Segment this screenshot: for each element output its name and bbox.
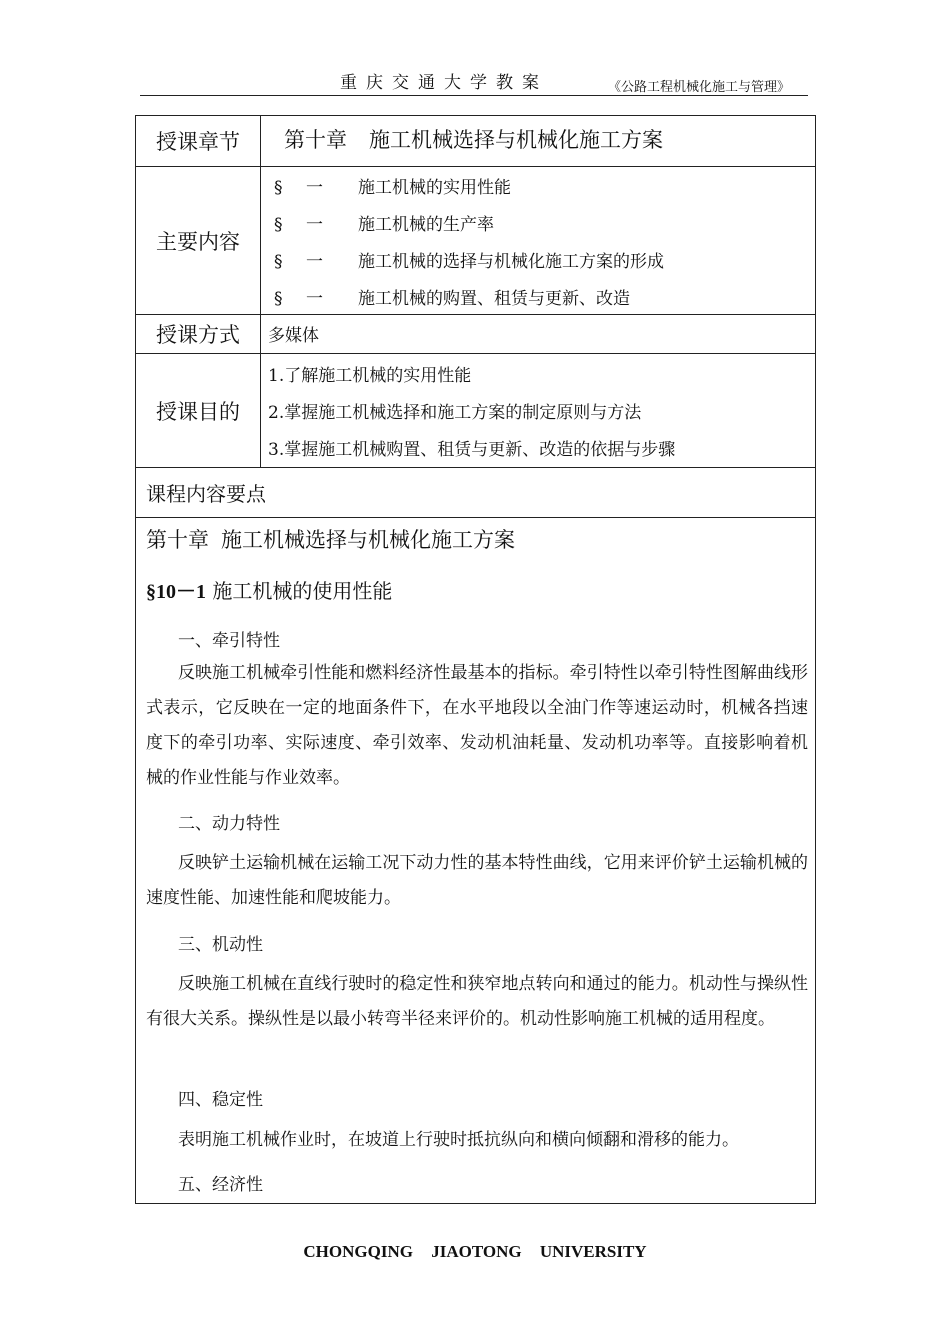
content-item: § 一 施工机械的生产率 [274,215,494,235]
purpose-item: 2.掌握施工机械选择和施工方案的制定原则与方法 [268,403,642,423]
lesson-body [136,518,815,1203]
content-list [260,167,815,314]
key-points-label: 课程内容要点 [146,482,266,506]
method-value: 多媒体 [268,326,319,346]
lesson-plan-table [135,115,816,1204]
paragraph-stability: 表明施工机械作业时，在坡道上行驶时抵抗纵向和横向倾翻和滑移的能力。 [178,1130,739,1150]
purpose-label: 授课目的 [136,354,261,467]
content-item: § 一 施工机械的选择与机械化施工方案的形成 [274,252,664,272]
body-chapter-heading: 第十章 施工机械选择与机械化施工方案 [146,528,515,552]
header-divider [140,95,808,96]
row-teaching-method [136,315,815,354]
chapter-number: 第十章 [284,128,347,152]
subheading-economy: 五、经济性 [178,1175,263,1195]
subheading-mobility: 三、机动性 [178,935,263,955]
paragraph-dynamics: 反映铲土运输机械在运输工况下动力性的基本特性曲线，它用来评价铲土运输机械的速度性能、加速性能和爬坡能力。 [146,853,808,908]
row-chapter [136,116,815,167]
content-item: § 一 施工机械的实用性能 [274,178,511,198]
paragraph-mobility: 反映施工机械在直线行驶时的稳定性和狭窄地点转向和通过的能力。机动性与操纵性有很大关系。操纵性是以最小转弯半径来评价的。机动性影响施工机械的适用程度。 [146,974,808,1029]
row-key-points [136,468,815,518]
paragraph-traction: 反映施工机械牵引性能和燃料经济性最基本的指标。牵引特性以牵引特性图解曲线形式表示，它反映在一定的地面条件下，在水平地段以全油门作等速运动时，机械各挡速度下的牵引功率、实际速度、牵引效率、发动机油耗量、发动机功率等。直接影响着机械的作业性能与作业效率。 [146,663,808,788]
purpose-list [260,354,815,467]
header-course-title: 《公路工程机械化施工与管理》 [608,80,791,95]
row-teaching-purpose [136,354,815,468]
row-main-content [136,167,815,315]
method-label: 授课方式 [136,315,261,353]
header-school-name: 重庆交通大学教案 [340,73,548,93]
purpose-item: 3.掌握施工机械购置、租赁与更新、改造的依据与步骤 [268,440,676,460]
section-title: 施工机械的使用性能 [212,579,393,603]
content-label: 主要内容 [136,167,261,314]
chapter-title: 施工机械选择与机械化施工方案 [369,128,663,152]
chapter-value [260,116,815,166]
subheading-dynamics: 二、动力特性 [178,814,280,834]
subheading-stability: 四、稳定性 [178,1090,263,1110]
content-item: § 一 施工机械的购置、租赁与更新、改造 [274,289,630,309]
page-footer: CHONGQING JIAOTONG UNIVERSITY [303,1242,647,1261]
section-heading [146,575,392,604]
subheading-traction: 一、牵引特性 [178,631,280,651]
section-number: §10－1 [146,581,206,603]
chapter-label: 授课章节 [136,116,261,166]
purpose-item: 1.了解施工机械的实用性能 [268,366,472,386]
